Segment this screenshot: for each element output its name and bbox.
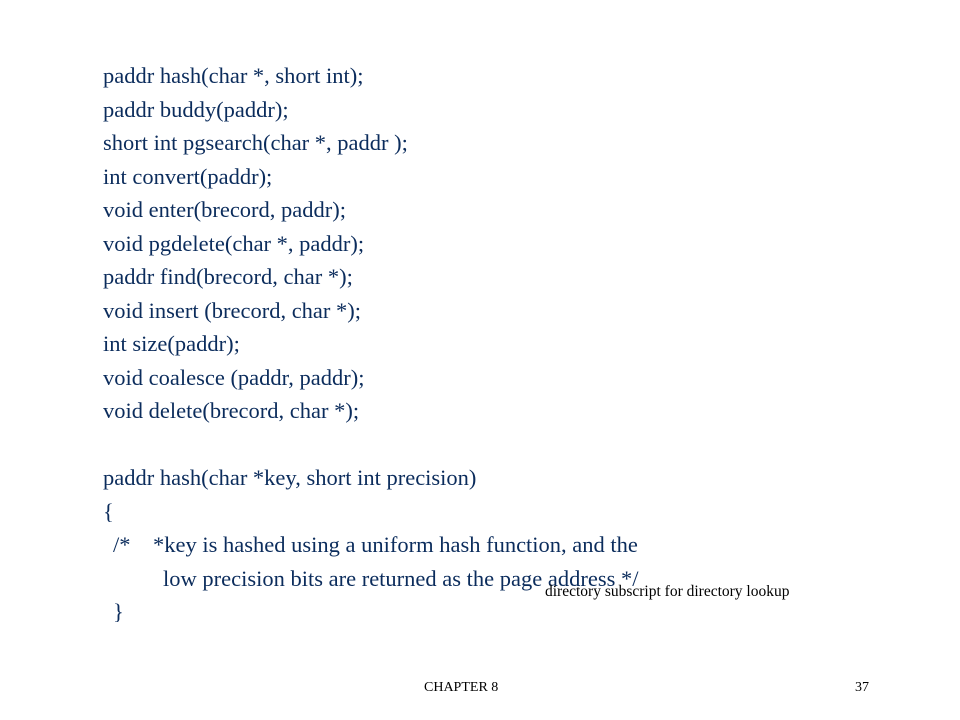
code-line-size-prototype: int size(paddr); [103, 331, 240, 356]
footer-page-number: 37 [855, 680, 869, 695]
open-brace: { [103, 498, 114, 524]
function-signature: paddr hash(char *key, short int precision) [103, 465, 477, 490]
comment-line-1: /* *key is hashed using a uniform hash function, and the [113, 532, 638, 557]
code-line-find-prototype: paddr find(brecord, char *); [103, 264, 353, 289]
close-brace: } [113, 599, 124, 624]
code-block [103, 59, 923, 629]
blank-line [103, 428, 923, 462]
code-line-insert-prototype: void insert (brecord, char *); [103, 297, 362, 323]
code-line-convert-prototype: int convert(paddr); [103, 163, 273, 189]
footer-chapter: CHAPTER 8 [424, 680, 499, 695]
comment-line-2: low precision bits are returned as the page address */ [163, 565, 639, 591]
code-line-enter-prototype: void enter(brecord, paddr); [103, 197, 347, 222]
code-line-pgdelete-prototype: void pgdelete(char *, paddr); [103, 230, 365, 256]
code-line-pgsearch-prototype: short int pgsearch(char *, paddr ); [103, 130, 408, 155]
code-line-delete-prototype: void delete(brecord, char *); [103, 398, 360, 423]
directory-annotation: directory subscript for directory lookup [545, 583, 790, 600]
code-line-hash-prototype: paddr hash(char *, short int); [103, 63, 364, 88]
code-line-coalesce-prototype: void coalesce (paddr, paddr); [103, 364, 365, 390]
code-line-buddy-prototype: paddr buddy(paddr); [103, 96, 289, 122]
